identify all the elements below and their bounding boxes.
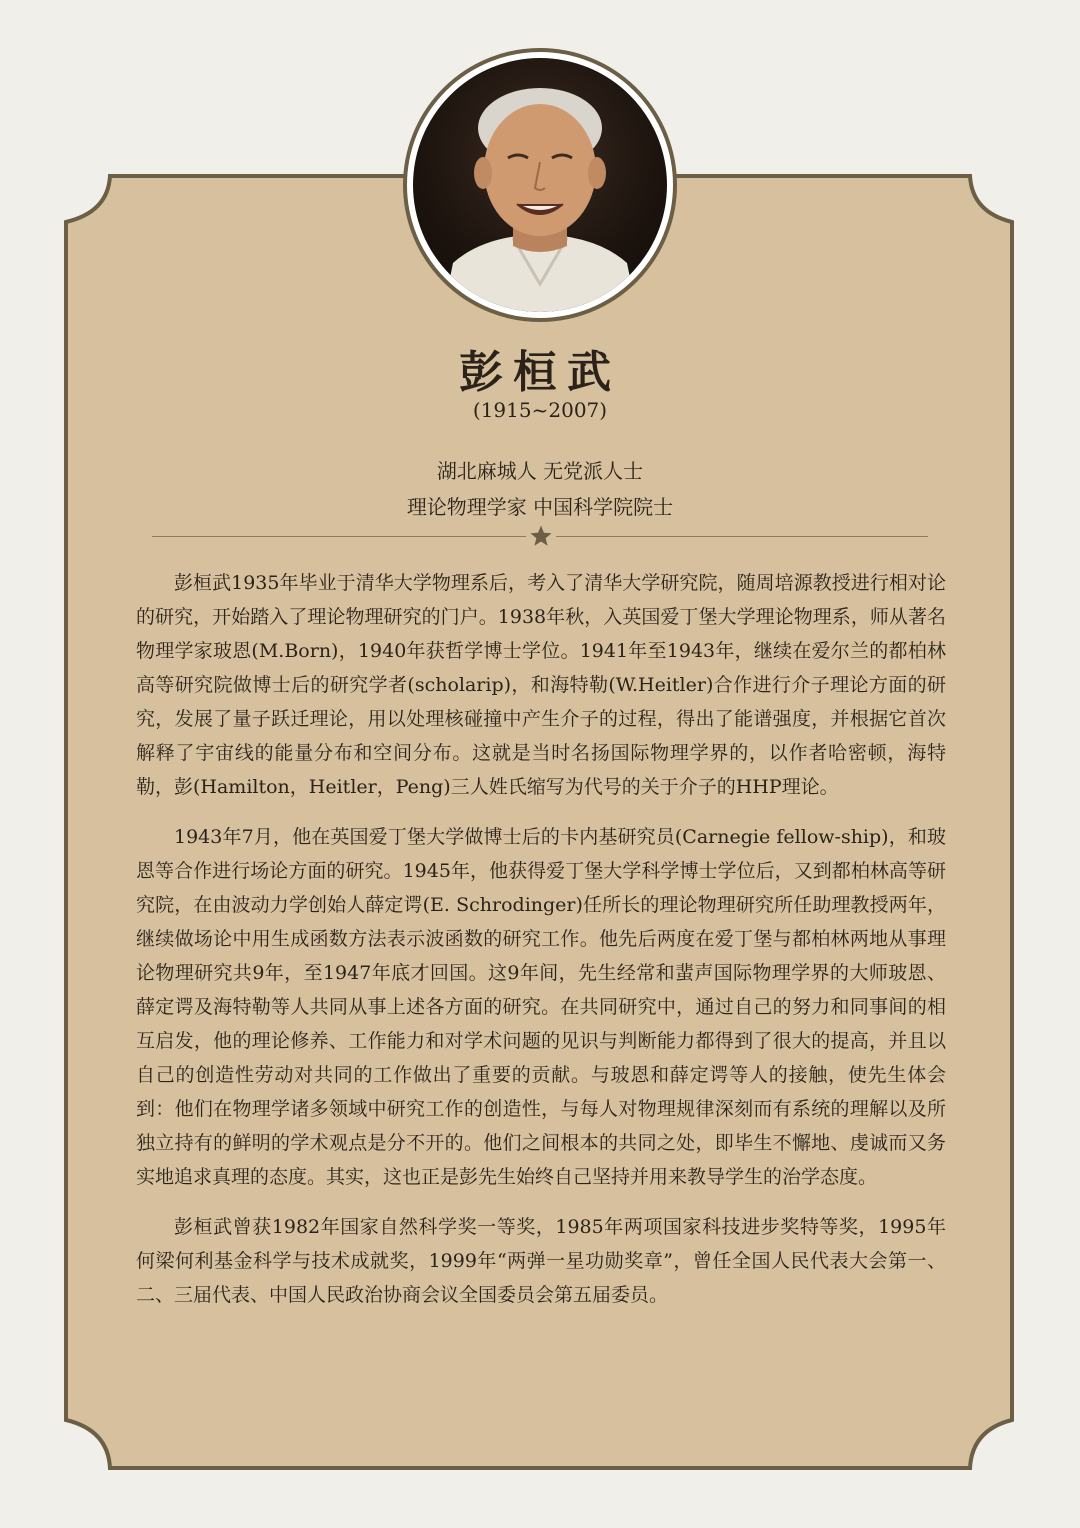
divider-right [556, 536, 928, 537]
person-origin-affiliation: 湖北麻城人 无党派人士 [436, 459, 644, 483]
portrait-frame [403, 48, 677, 322]
portrait-photo [413, 58, 667, 312]
star-icon [529, 524, 553, 548]
biography [136, 566, 946, 1328]
biography-paragraph: 1943年7月，他在英国爱丁堡大学做博士后的卡内基研究员(Carnegie fellow-ship)，和玻恩等合作进行场论方面的研究。1945年，他获得爱丁堡大学科学博士学位后，又到都柏林高等研究院，在由波动力学创始人薛定谔(E. Schrodinger)任所长的理论物理研究所任助理教授两年，继续做场论中用生成函数方法表示波函数的研究工作。他先后两度在爱丁堡与都柏林两地从事理论物理研究共9年，至1947年底才回国。这9年间，先生经常和蜚声国际物理学界的大师玻恩、薛定谔及海特勒等人共同从事上述各方面的研究。在共同研究中，通过自己的努力和同事间的相互启发，他的理论修养、工作能力和对学术问题的见识与判断能力都得到了很大的提高，并且以自己的创造性劳动对共同的工作做出了重要的贡献。与玻恩和薛定谔等人的接触，使先生体会到：他们在物理学诸多领域中研究工作的创造性，与每人对物理规律深刻而有系统的理解以及所独立持有的鲜明的学术观点是分不开的。他们之间根本的共同之处，即毕生不懈地、虔诚而又务实地追求真理的态度。其实，这也正是彭先生始终自己坚持并用来教导学生的治学态度。 [136, 826, 946, 1188]
person-name: 彭桓武 [459, 347, 621, 398]
biography-paragraph: 彭桓武1935年毕业于清华大学物理系后，考入了清华大学研究院，随周培源教授进行相对论的研究，开始踏入了理论物理研究的门户。1938年秋，入英国爱丁堡大学理论物理系，师从著名物理学家玻恩(M.Born)，1940年获哲学博士学位。1941年至1943年，继续在爱尔兰的都柏林高等研究院做博士后的研究学者(scholarip)，和海特勒(W.Heitler)合作进行介子理论方面的研究，发展了量子跃迁理论，用以处理核碰撞中产生介子的过程，得出了能谱强度，并根据它首次解释了宇宙线的能量分布和空间分布。这就是当时名扬国际物理学界的，以作者哈密顿，海特勒，彭(Hamilton，Heitler，Peng)三人姓氏缩写为代号的关于介子的HHP理论。 [136, 572, 946, 798]
person-years: (1915~2007) [472, 398, 608, 422]
biography-paragraph: 彭桓武曾获1982年国家自然科学奖一等奖，1985年两项国家科技进步奖特等奖，1995年何梁何利基金科学与技术成就奖，1999年“两弹一星功勋奖章”，曾任全国人民代表大会第一、二、三届代表、中国人民政治协商会议全国委员会第五届委员。 [136, 1216, 946, 1306]
portrait-illustration [413, 58, 667, 312]
person-title: 理论物理学家 中国科学院院士 [406, 495, 674, 519]
divider-left [152, 536, 526, 537]
